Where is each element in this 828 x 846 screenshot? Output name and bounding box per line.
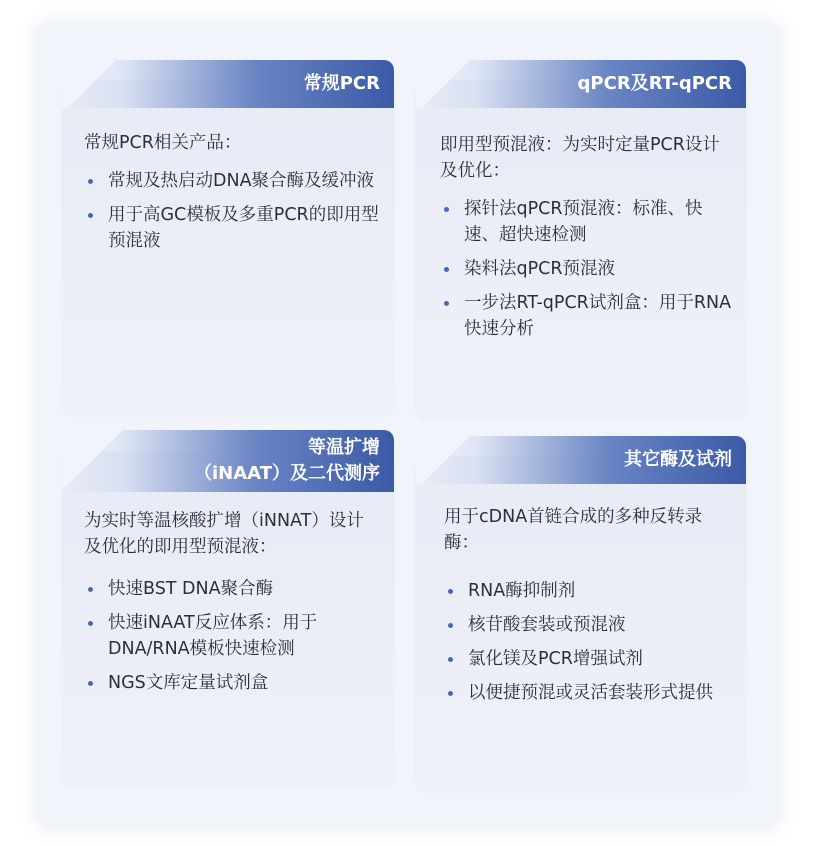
card-item-list xyxy=(84,576,380,696)
card-intro: 为实时等温核酸扩增（iNNAT）设计及优化的即用型预混液： xyxy=(84,511,364,557)
card-body xyxy=(440,132,732,350)
card-intro: 即用型预混液：为实时定量PCR设计及优化： xyxy=(440,135,720,181)
list-item: NGS文库定量试剂盒 xyxy=(84,670,380,696)
card-item-list xyxy=(84,168,380,254)
card-other-enzymes xyxy=(416,449,746,790)
list-item: 染料法qPCR预混液 xyxy=(440,256,732,282)
card-header xyxy=(62,430,394,492)
list-item: 氯化镁及PCR增强试剂 xyxy=(444,646,732,672)
list-item: 一步法RT-qPCR试剂盒：用于RNA快速分析 xyxy=(440,290,732,342)
card-intro: 用于cDNA首链合成的多种反转录酶： xyxy=(444,507,703,553)
card-title xyxy=(194,430,380,492)
card-body xyxy=(84,130,380,262)
card-header xyxy=(416,436,746,484)
card-body xyxy=(84,508,380,704)
list-item: RNA酶抑制剂 xyxy=(444,578,732,604)
card-qpcr xyxy=(416,73,746,418)
card-title xyxy=(578,60,732,108)
list-item: 快速iNAAT反应体系：用于DNA/RNA模板快速检测 xyxy=(84,610,380,662)
card-title-line: 常规PCR xyxy=(303,73,380,94)
list-item: 快速BST DNA聚合酶 xyxy=(84,576,380,602)
card-title xyxy=(304,60,380,108)
product-overview-panel xyxy=(36,22,780,828)
card-body xyxy=(444,504,732,714)
card-intro: 常规PCR相关产品： xyxy=(84,133,242,153)
list-item: 探针法qPCR预混液：标准、快速、超快速检测 xyxy=(440,196,732,248)
card-title-line: 其它酶及试剂 xyxy=(624,449,732,470)
list-item: 核苷酸套装或预混液 xyxy=(444,612,732,638)
card-item-list xyxy=(444,578,732,706)
card-isothermal-ngs xyxy=(62,437,394,786)
card-header xyxy=(62,60,394,108)
card-title-line: qPCR及RT-qPCR xyxy=(577,73,732,94)
card-title-line: 等温扩增 xyxy=(308,437,380,458)
card-title-line: （iNAAT）及二代测序 xyxy=(194,463,380,484)
card-header xyxy=(416,60,746,108)
card-title xyxy=(624,436,732,484)
list-item: 以便捷预混或灵活套装形式提供 xyxy=(444,680,732,706)
card-item-list xyxy=(440,196,732,342)
list-item: 常规及热启动DNA聚合酶及缓冲液 xyxy=(84,168,380,194)
list-item: 用于高GC模板及多重PCR的即用型预混液 xyxy=(84,202,380,254)
card-conventional-pcr xyxy=(62,73,394,414)
